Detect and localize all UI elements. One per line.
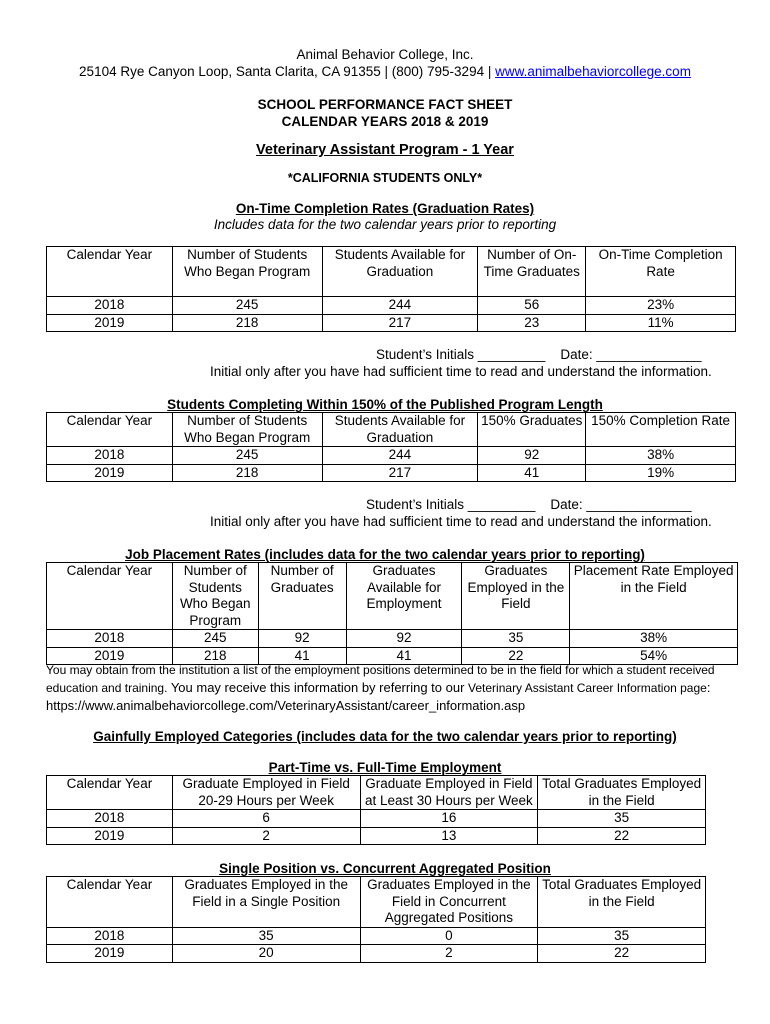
table-cell: 92 — [346, 630, 462, 648]
initials-instruction-2: Initial only after you have had sufficient time to read and understand the information. — [210, 514, 712, 529]
single-heading: Single Position vs. Concurrent Aggregated Position — [219, 861, 551, 876]
table-cell: 245 — [172, 447, 322, 465]
address-text: 25104 Rye Canyon Loop, Santa Clarita, CA 91355 | (800) 795-3294 | — [79, 64, 496, 79]
table-cell: 56 — [478, 297, 586, 315]
note-part-1: You may obtain from the institution a list of the employment positions determined to be in the field for which a student received education and training. — [46, 663, 715, 695]
header-cell: Graduates Employed in the Field in Concurrent Aggregated Positions — [360, 877, 538, 928]
table-cell: 2 — [172, 827, 360, 845]
table-cell: 41 — [478, 464, 586, 482]
california-note: *CALIFORNIA STUDENTS ONLY* — [287, 171, 483, 185]
table-cell: 218 — [172, 647, 258, 665]
header-cell: Total Graduates Employed in the Field — [538, 776, 706, 810]
ontime-table — [46, 246, 736, 332]
sheet-years: CALENDAR YEARS 2018 & 2019 — [281, 114, 489, 129]
header-cell: Number of Students Who Began Program — [172, 413, 322, 447]
placement-note — [46, 662, 736, 715]
table-cell: 2018 — [47, 447, 173, 465]
table-cell: 92 — [478, 447, 586, 465]
table-cell: 23 — [478, 314, 586, 332]
header-cell: Calendar Year — [47, 776, 173, 810]
table-cell: 2019 — [47, 314, 173, 332]
table-cell: 2019 — [47, 945, 173, 963]
table-row — [47, 827, 706, 845]
institution-name: Animal Behavior College, Inc. — [296, 47, 474, 62]
table-row — [47, 927, 706, 945]
header-cell: Placement Rate Employed in the Field — [570, 563, 738, 630]
table-cell: 13 — [360, 827, 538, 845]
table-cell: 20 — [172, 945, 360, 963]
header-cell: Number of Graduates — [258, 563, 346, 630]
placement-heading: Job Placement Rates (includes data for the two calendar years prior to reporting) — [125, 547, 645, 562]
table-cell: 22 — [538, 827, 706, 845]
parttime-table — [46, 775, 706, 845]
table-cell: 38% — [586, 447, 736, 465]
parttime-heading: Part-Time vs. Full-Time Employment — [268, 760, 502, 775]
table-cell: 245 — [172, 297, 322, 315]
header-cell: Calendar Year — [47, 563, 173, 630]
table-cell: 2018 — [47, 927, 173, 945]
table-cell: 2019 — [47, 827, 173, 845]
table-cell: 2 — [360, 945, 538, 963]
table-cell: 2018 — [47, 297, 173, 315]
completion150-table — [46, 412, 736, 482]
initials-line-1[interactable]: Student’s Initials _________ Date: ______________ — [376, 347, 702, 362]
table-cell: 22 — [538, 945, 706, 963]
header-cell: Calendar Year — [47, 247, 173, 297]
table-cell: 41 — [258, 647, 346, 665]
table-cell: 218 — [172, 464, 322, 482]
placement-table — [46, 562, 738, 665]
header-cell: Graduates Employed in the Field in a Single Position — [172, 877, 360, 928]
header-cell: Number of Students Who Began Program — [172, 563, 258, 630]
initials-instruction-1: Initial only after you have had sufficient time to read and understand the information. — [210, 364, 712, 379]
table-header-row — [47, 563, 738, 630]
header-cell: On-Time Completion Rate — [586, 247, 736, 297]
note-part-2: You may receive this information by referring to our — [167, 680, 469, 695]
header-cell: Calendar Year — [47, 877, 173, 928]
table-row — [47, 464, 736, 482]
website-link[interactable]: www.animalbehaviorcollege.com — [495, 64, 691, 79]
table-cell: 218 — [172, 314, 322, 332]
table-row — [47, 297, 736, 315]
table-cell: 92 — [258, 630, 346, 648]
table-cell: 19% — [586, 464, 736, 482]
table-cell: 6 — [172, 810, 360, 828]
single-table — [46, 876, 706, 963]
table-cell: 38% — [570, 630, 738, 648]
sheet-title: SCHOOL PERFORMANCE FACT SHEET — [257, 97, 513, 112]
table-cell: 23% — [586, 297, 736, 315]
header-cell: Graduate Employed in Field at Least 30 Hours per Week — [360, 776, 538, 810]
table-cell: 16 — [360, 810, 538, 828]
ontime-heading: On-Time Completion Rates (Graduation Rates) — [235, 201, 535, 216]
table-row — [47, 810, 706, 828]
table-cell: 2018 — [47, 810, 173, 828]
table-cell: 217 — [322, 464, 478, 482]
table-header-row — [47, 877, 706, 928]
header-cell: Students Available for Graduation — [322, 247, 478, 297]
header-cell: Graduate Employed in Field 20-29 Hours per Week — [172, 776, 360, 810]
header-cell: Number of Students Who Began Program — [172, 247, 322, 297]
table-cell: 244 — [322, 447, 478, 465]
header-cell: 150% Completion Rate — [586, 413, 736, 447]
table-cell: 35 — [462, 630, 570, 648]
table-header-row — [47, 776, 706, 810]
initials-line-2[interactable]: Student’s Initials _________ Date: ______________ — [366, 497, 692, 512]
table-cell: 244 — [322, 297, 478, 315]
table-cell: 2018 — [47, 630, 173, 648]
header-cell: Students Available for Graduation — [322, 413, 478, 447]
table-cell: 22 — [462, 647, 570, 665]
table-cell: 245 — [172, 630, 258, 648]
header-cell: Graduates Available for Employment — [346, 563, 462, 630]
table-cell: 54% — [570, 647, 738, 665]
table-cell: 35 — [538, 927, 706, 945]
table-cell: 2019 — [47, 647, 173, 665]
table-row — [47, 447, 736, 465]
table-cell: 11% — [586, 314, 736, 332]
note-part-4: : https://www.animalbehaviorcollege.com/VeterinaryAssistant/career_information.asp — [46, 680, 711, 713]
gainful-heading: Gainfully Employed Categories (includes data for the two calendar years prior to reporting) — [93, 729, 677, 744]
table-header-row — [47, 247, 736, 297]
table-row — [47, 314, 736, 332]
institution-address — [0, 63, 770, 80]
header-cell: Total Graduates Employed in the Field — [538, 877, 706, 928]
ontime-subheading: Includes data for the two calendar years prior to reporting — [213, 217, 557, 232]
table-cell: 41 — [346, 647, 462, 665]
header-cell: 150% Graduates — [478, 413, 586, 447]
table-cell: 0 — [360, 927, 538, 945]
table-cell: 35 — [538, 810, 706, 828]
table-row — [47, 630, 738, 648]
program-title: Veterinary Assistant Program - 1 Year — [256, 142, 514, 158]
table-row — [47, 945, 706, 963]
table-cell: 2019 — [47, 464, 173, 482]
header-cell: Calendar Year — [47, 413, 173, 447]
header-cell: Number of On-Time Graduates — [478, 247, 586, 297]
table-cell: 35 — [172, 927, 360, 945]
completion150-heading: Students Completing Within 150% of the Published Program Length — [167, 397, 603, 412]
table-header-row — [47, 413, 736, 447]
note-part-3: Veterinary Assistant Career Information page — [468, 681, 707, 695]
header-cell: Graduates Employed in the Field — [462, 563, 570, 630]
table-cell: 217 — [322, 314, 478, 332]
